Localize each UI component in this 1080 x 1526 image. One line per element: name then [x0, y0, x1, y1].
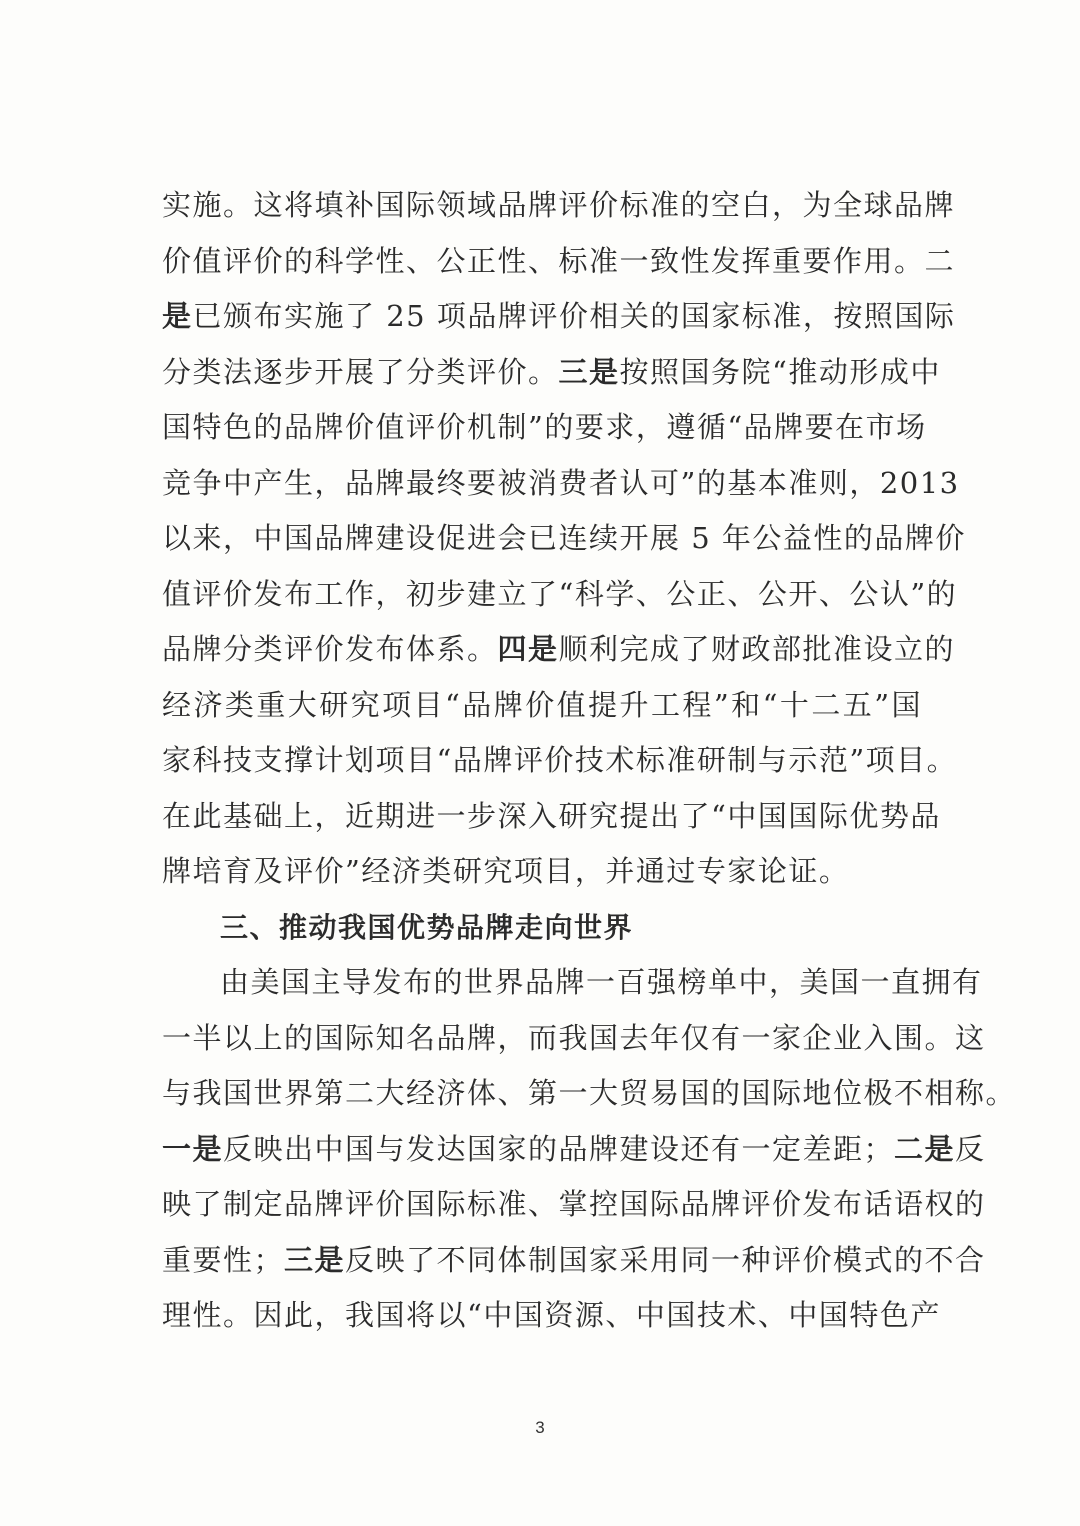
text-line	[162, 345, 941, 401]
page-number: 3	[535, 1418, 545, 1437]
ordinal-marker: 三是	[558, 354, 620, 389]
text-line: 由美国主导发布的世界品牌一百强榜单中，美国一直拥有	[220, 965, 983, 999]
text-line: 与我国世界第二大经济体、第一大贸易国的国际地位极不相称。	[162, 1076, 1017, 1110]
text-segment: 重要性；	[162, 1242, 285, 1277]
text-line: 国特色的品牌价值评价机制”的要求，遵循“品牌要在市场	[162, 410, 927, 444]
ordinal-marker: 是	[162, 299, 193, 333]
text-line	[162, 622, 956, 678]
text-line: 牌培育及评价”经济类研究项目，并通过专家论证。	[162, 854, 850, 888]
text-segment: 反	[955, 1131, 986, 1166]
text-line: 理性。因此，我国将以“中国资源、中国技术、中国特色产	[162, 1298, 941, 1332]
text-line: 价值评价的科学性、公正性、标准一致性发挥重要作用。二	[162, 243, 956, 278]
text-line: 一半以上的国际知名品牌，而我国去年仅有一家企业入围。这	[162, 1020, 986, 1055]
document-body	[162, 178, 1017, 1344]
ordinal-marker: 三是	[284, 1242, 346, 1277]
ordinal-marker: 四是	[497, 632, 559, 666]
section-heading: 三、推动我国优势品牌走向世界	[220, 910, 634, 944]
ordinal-marker: 一是	[162, 1131, 224, 1166]
text-segment: 反映了不同体制国家采用同一种评价模式的不合	[345, 1242, 986, 1277]
text-line: 以来，中国品牌建设促进会已连续开展 5 年公益性的品牌价	[162, 521, 966, 555]
text-line: 经济类重大研究项目“品牌价值提升工程”和“十二五”国	[162, 687, 922, 722]
text-segment: 品牌分类评价发布体系。	[162, 632, 498, 666]
text-line	[162, 1233, 986, 1289]
text-line	[162, 289, 956, 345]
text-segment: 分类法逐步开展了分类评价。	[162, 354, 559, 389]
text-segment: 顺利完成了财政部批准设立的	[558, 632, 956, 666]
text-line: 实施。这将填补国际领域品牌评价标准的空白，为全球品牌	[162, 188, 956, 222]
text-segment: 按照国务院“推动形成中	[619, 354, 941, 389]
text-segment: 反映出中国与发达国家的品牌建设还有一定差距；	[223, 1131, 895, 1166]
ordinal-marker: 二是	[894, 1131, 956, 1166]
text-segment: 已颁布实施了 25 项品牌评价相关的国家标准，按照国际	[192, 299, 956, 333]
text-line: 竞争中产生，品牌最终要被消费者认可”的基本准则，2013	[162, 465, 960, 500]
text-line: 在此基础上，近期进一步深入研究提出了“中国国际优势品	[162, 798, 941, 833]
text-line: 家科技支撑计划项目“品牌评价技术标准研制与示范”项目。	[162, 743, 958, 777]
text-line	[162, 1122, 986, 1178]
text-line: 值评价发布工作，初步建立了“科学、公正、公开、公认”的	[162, 576, 958, 611]
text-line: 映了制定品牌评价国际标准、掌控国际品牌评价发布话语权的	[162, 1187, 986, 1221]
